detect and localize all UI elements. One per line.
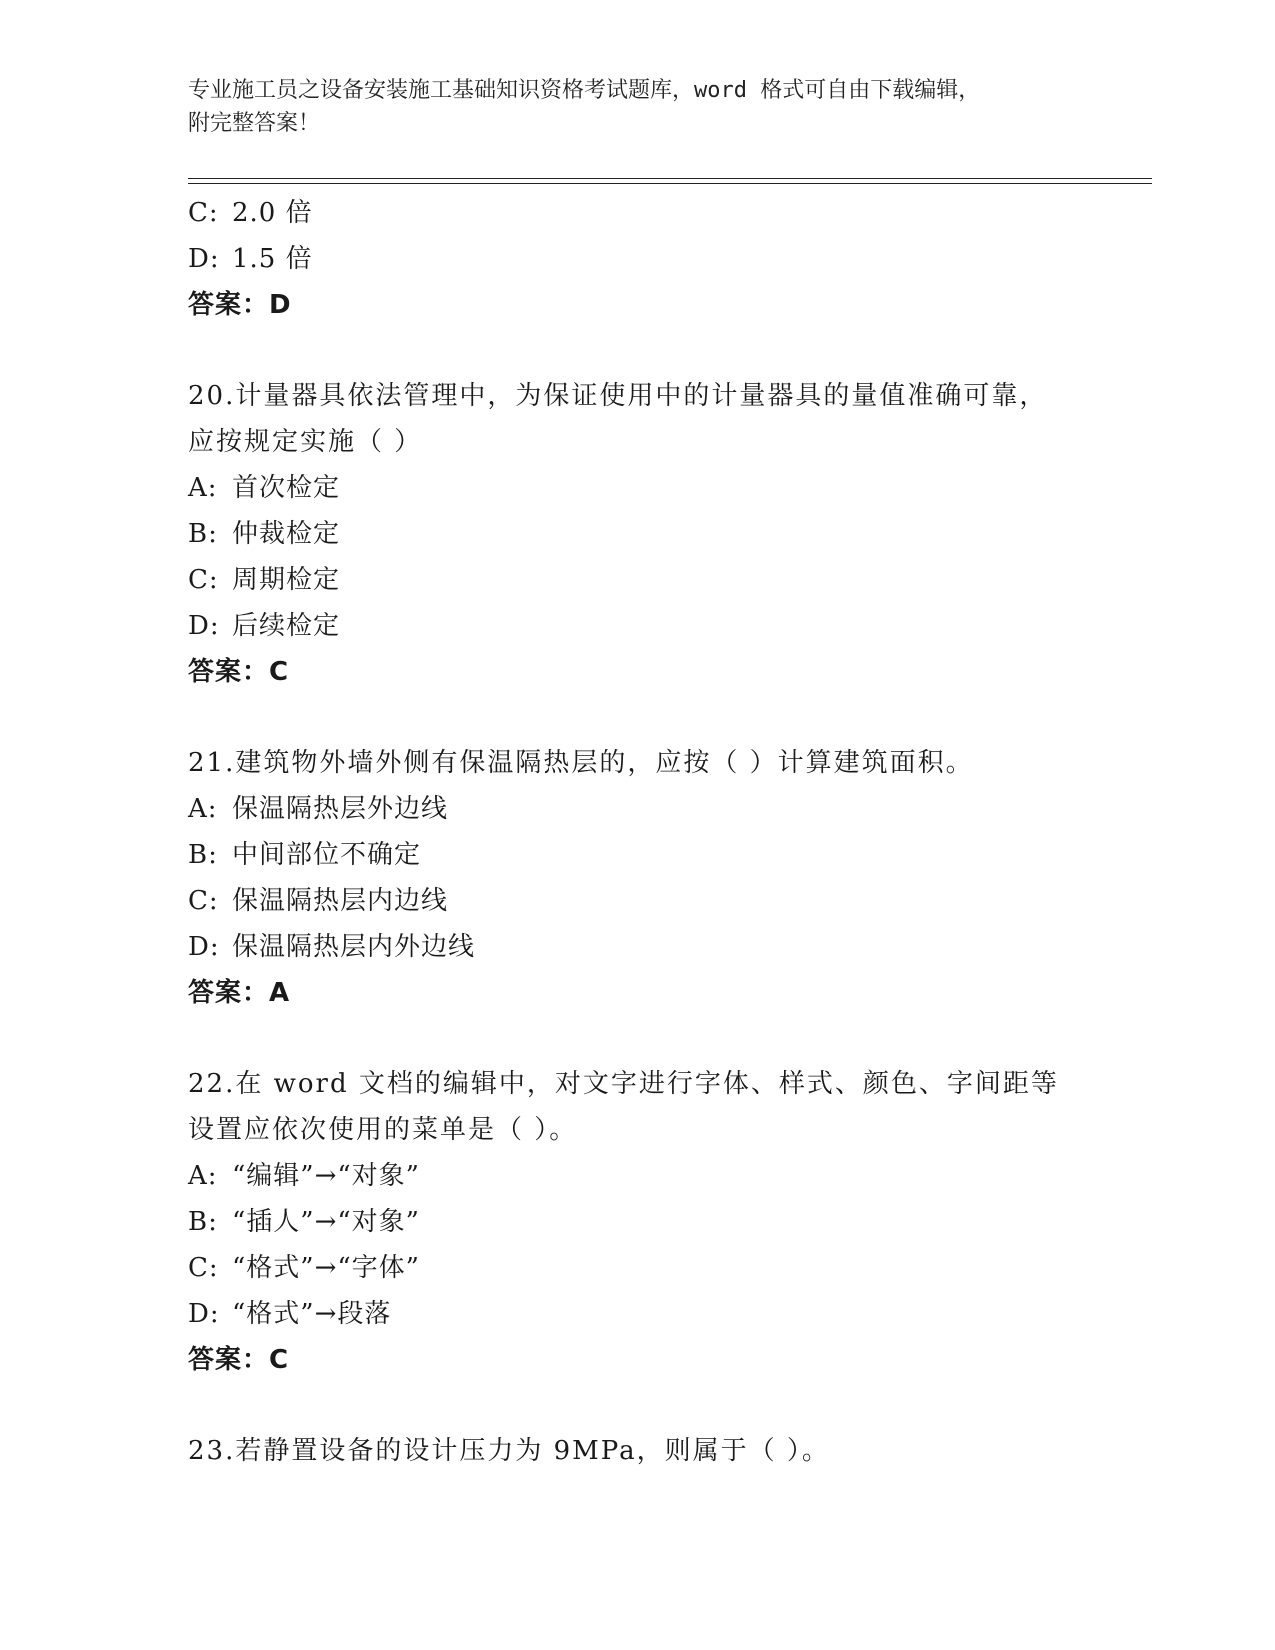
header-divider-top — [188, 178, 1152, 179]
question-stem: 应按规定实施（ ） — [188, 427, 423, 457]
question-block-23 — [188, 1428, 1088, 1474]
option-text: 保温隔热层外边线 — [232, 794, 449, 824]
header-line-2: 附完整答案！ — [188, 111, 321, 136]
option-text: 1.5 倍 — [232, 244, 313, 274]
option-label: D: — [188, 1299, 220, 1329]
option-line — [188, 1199, 1088, 1245]
option-label: A: — [188, 794, 218, 824]
option-line — [188, 557, 1088, 603]
option-line — [188, 465, 1088, 511]
option-line — [188, 924, 1088, 970]
header-line-1: 专业施工员之设备安装施工基础知识资格考试题库，word 格式可自由下载编辑， — [188, 78, 981, 103]
option-label: D: — [188, 244, 220, 274]
option-text: “编辑”→“对象” — [232, 1161, 420, 1191]
question-stem: 20.计量器具依法管理中，为保证使用中的计量器具的量值准确可靠， — [188, 381, 1048, 411]
option-label: B: — [188, 519, 218, 549]
answer-line: 答案：A — [188, 978, 291, 1008]
option-label: A: — [188, 473, 218, 503]
option-line — [188, 1291, 1088, 1337]
option-line — [188, 190, 1088, 236]
option-line — [188, 1245, 1088, 1291]
question-block-20 — [188, 373, 1088, 695]
question-stem: 21.建筑物外墙外侧有保温隔热层的，应按（ ）计算建筑面积。 — [188, 748, 974, 778]
option-text: 仲裁检定 — [232, 519, 341, 549]
spacer — [188, 328, 1088, 373]
option-text: 中间部位不确定 — [232, 840, 422, 870]
option-line — [188, 511, 1088, 557]
question-stem: 22.在 word 文档的编辑中，对文字进行字体、样式、颜色、字间距等 — [188, 1069, 1059, 1099]
spacer — [188, 695, 1088, 740]
option-line — [188, 878, 1088, 924]
option-text: 首次检定 — [232, 473, 341, 503]
option-text: 保温隔热层内边线 — [232, 886, 449, 916]
question-stem: 23.若静置设备的设计压力为 9MPa，则属于（ ）。 — [188, 1436, 830, 1466]
header-divider-bottom — [188, 183, 1152, 184]
option-text: “格式”→段落 — [232, 1299, 392, 1329]
answer-line: 答案：C — [188, 657, 290, 687]
option-label: C: — [188, 565, 219, 595]
option-label: B: — [188, 840, 218, 870]
option-label: C: — [188, 886, 219, 916]
option-line — [188, 832, 1088, 878]
option-text: 2.0 倍 — [232, 198, 313, 228]
answer-line: 答案：D — [188, 290, 292, 320]
option-text: “插人”→“对象” — [232, 1207, 420, 1237]
option-label: A: — [188, 1161, 218, 1191]
option-text: 周期检定 — [232, 565, 341, 595]
option-label: D: — [188, 611, 220, 641]
option-text: “格式”→“字体” — [232, 1253, 420, 1283]
option-label: B: — [188, 1207, 218, 1237]
question-block-continued — [188, 190, 1088, 328]
document-header — [188, 74, 1068, 140]
spacer — [188, 1383, 1088, 1428]
question-list — [188, 190, 1088, 1474]
option-label: C: — [188, 198, 219, 228]
option-label: D: — [188, 932, 220, 962]
spacer — [188, 1016, 1088, 1061]
answer-line: 答案：C — [188, 1345, 290, 1375]
option-line — [188, 1153, 1088, 1199]
option-label: C: — [188, 1253, 219, 1283]
option-line — [188, 786, 1088, 832]
option-line — [188, 603, 1088, 649]
option-text: 保温隔热层内外边线 — [232, 932, 476, 962]
question-block-22 — [188, 1061, 1088, 1383]
option-text: 后续检定 — [232, 611, 341, 641]
question-stem: 设置应依次使用的菜单是（ ）。 — [188, 1115, 578, 1145]
question-block-21 — [188, 740, 1088, 1016]
option-line — [188, 236, 1088, 282]
